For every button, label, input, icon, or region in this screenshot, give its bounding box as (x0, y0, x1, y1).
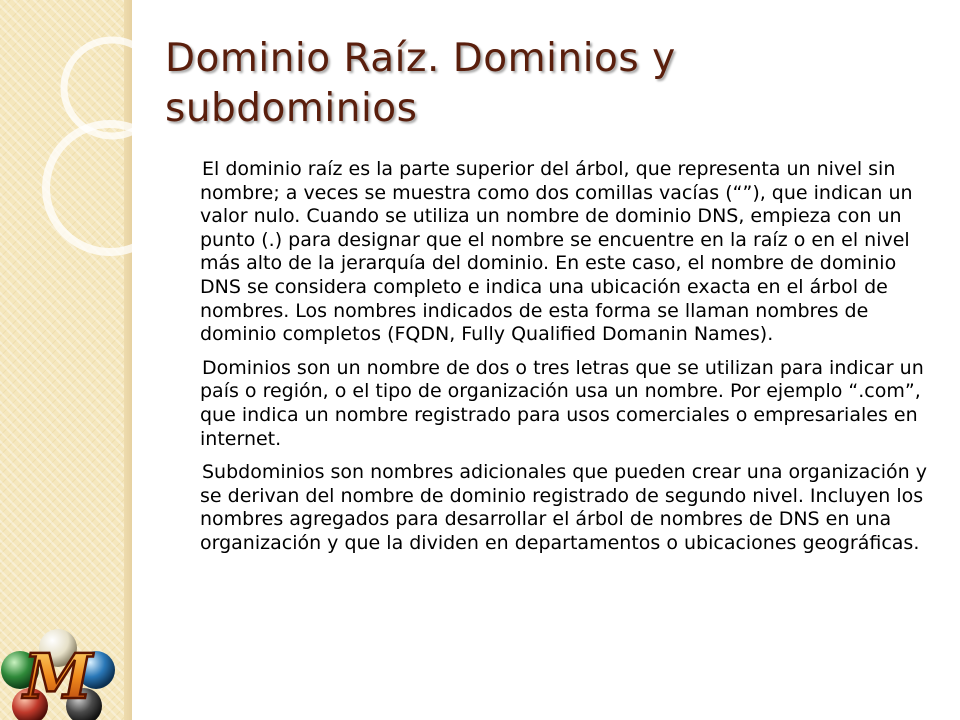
slide-body (200, 158, 935, 566)
paragraph-subdomains: Subdominios son nombres adicionales que pueden crear una organización y se derivan del nombre de dominio registrado de segundo nivel. Incluyen los nombres agregados para desarrollar el árbol de nombres de DNS en una organización y que la dividen en departamentos o ubicaciones geográficas. (200, 461, 927, 554)
ring-lower (46, 124, 174, 252)
title-line-1: Dominio Raíz. Dominios y (165, 36, 676, 81)
paragraph-domains: Dominios son un nombre de dos o tres letras que se utilizan para indicar un país o región, o el tipo de organización usa un nombre. Por ejemplo “.com”, que indica un nombre registrado para usos comerciales o empresariales en internet. (200, 356, 924, 450)
paragraph-root-domain: El dominio raíz es la parte superior del árbol, que representa un nivel sin nombre; a veces se muestra como dos comillas vacías (“”), que indican un valor nulo. Cuando se utiliza un nombre de dominio DNS, empieza con un punto (.) para designar que el nombre se encuentre en la raíz o en el nivel más alto de la jerarquía del dominio. En este caso, el nombre de dominio DNS se considera completo e indica una ubicación exacta en el árbol de nombres. Los nombres indicados de esta forma se llaman nombres de dominio completos (FQDN, Fully Qualified Domanin Names). (200, 158, 913, 346)
logo-letter: M (23, 640, 93, 713)
title-line-2: subdominios (165, 86, 418, 131)
magic-logo-icon (0, 622, 120, 720)
slide-title (165, 34, 925, 134)
